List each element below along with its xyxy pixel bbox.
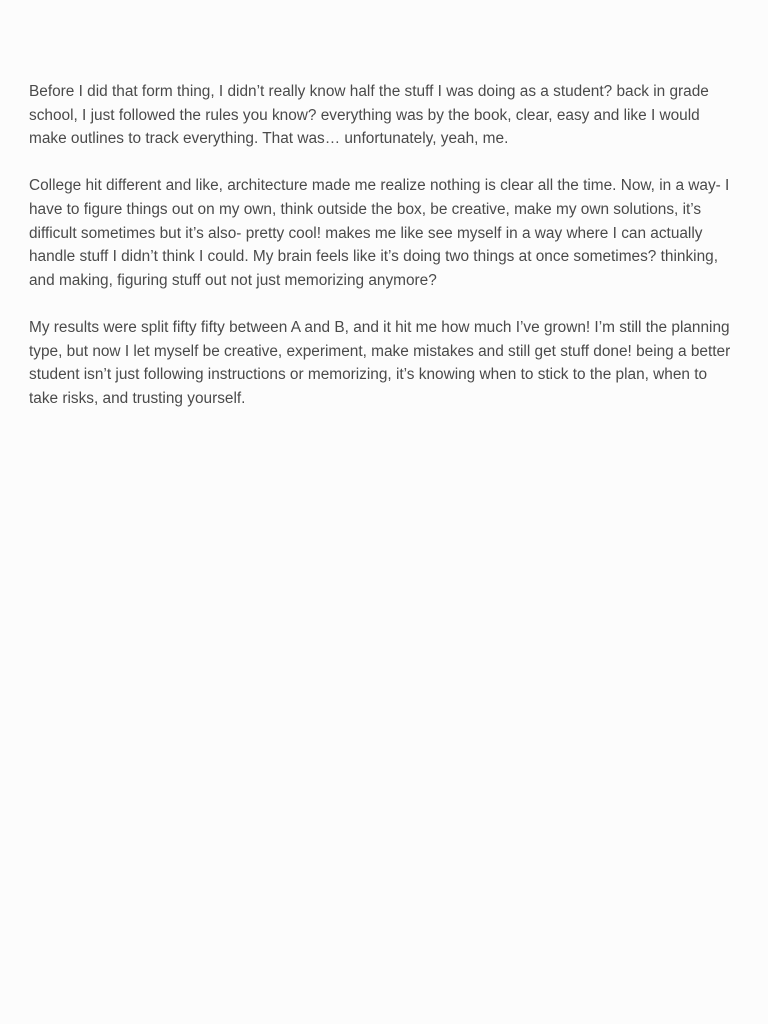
paragraph-1: Before I did that form thing, I didn’t really know half the stuff I was doing as a student? back in grade school, I just followed the rules you know? everything was by the book, clear, easy and like I would make outlines to track everything. That was… unfortunately, yeah, me.	[29, 83, 709, 148]
paragraph-2: College hit different and like, architecture made me realize nothing is clear all the time. Now, in a way- I have to figure things out on my own, think outside the box, be creative, make my own solutions, it’s difficult sometimes but it’s also- pretty cool! makes me like see myself in a way where I can actually handle stuff I didn’t think I could. My brain feels like it’s doing two things at once sometimes? thinking, and making, figuring stuff out not just memorizing anymore?	[29, 177, 730, 289]
paragraph-3: My results were split fifty fifty between A and B, and it hit me how much I’ve grown! I’m still the planning type, but now I let myself be creative, experiment, make mistakes and still get stuff done! being a better student isn’t just following instructions or memorizing, it’s knowing when to stick to the plan, when to take risks, and trusting yourself.	[29, 318, 731, 407]
